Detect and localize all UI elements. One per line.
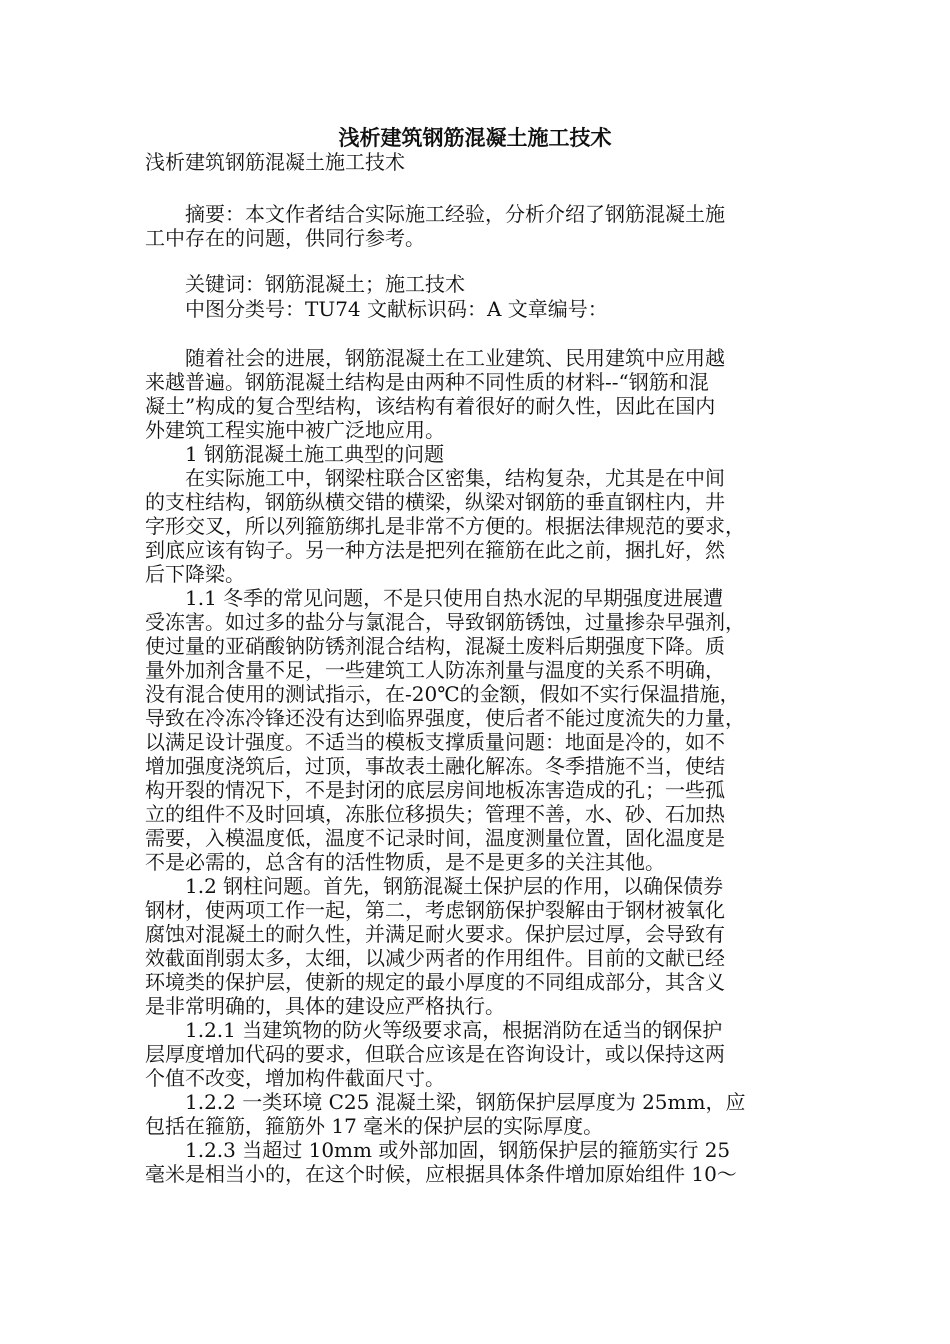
body-text-line: 来越普遍。钢筋混凝土结构是由两种不同性质的材料--“钢筋和混 bbox=[145, 370, 709, 394]
body-text-line: 没有混合使用的测试指示，在-20℃的金额，假如不实行保温措施， bbox=[145, 682, 740, 706]
body-text-line: 以满足设计强度。不适当的模板支撑质量问题：地面是冷的，如不 bbox=[145, 730, 725, 754]
body-text-line: 关键词：钢筋混凝土；施工技术 bbox=[145, 272, 465, 296]
body-text-line: 1.2.2 一类环境 C25 混凝土梁，钢筋保护层厚度为 25mm，应 bbox=[145, 1090, 746, 1114]
body-text-line: 1.2 钢柱问题。首先，钢筋混凝土保护层的作用，以确保债券 bbox=[145, 874, 724, 898]
body-text-line: 需要，入模温度低，温度不记录时间，温度测量位置，固化温度是 bbox=[145, 826, 725, 850]
body-text-line: 随着社会的进展，钢筋混凝土在工业建筑、民用建筑中应用越 bbox=[145, 346, 725, 370]
body-text-line: 在实际施工中，钢梁柱联合区密集，结构复杂，尤其是在中间 bbox=[145, 466, 725, 490]
body-text-line: 毫米是相当小的，在这个时候，应根据具体条件增加原始组件 10～ bbox=[145, 1162, 737, 1186]
body-text-line: 摘要：本文作者结合实际施工经验，分析介绍了钢筋混凝土施 bbox=[145, 202, 725, 226]
body-text-line: 个值不改变，增加构件截面尺寸。 bbox=[145, 1066, 445, 1090]
body-text-line: 使过量的亚硝酸钠防锈剂混合结构，混凝土废料后期强度下降。质 bbox=[145, 634, 725, 658]
body-text-line: 受冻害。如过多的盐分与氯混合，导致钢筋锈蚀，过量掺杂早强剂， bbox=[145, 610, 745, 634]
body-text-line: 立的组件不及时回填，冻胀位移损失；管理不善，水、砂、石加热 bbox=[145, 802, 725, 826]
body-text-line: 外建筑工程实施中被广泛地应用。 bbox=[145, 418, 445, 442]
body-text-line: 1.2.1 当建筑物的防火等级要求高，根据消防在适当的钢保护 bbox=[145, 1018, 723, 1042]
body-text-line: 层厚度增加代码的要求，但联合应该是在咨询设计，或以保持这两 bbox=[145, 1042, 725, 1066]
body-text-line: 构开裂的情况下，不是封闭的底层房间地板冻害造成的孔；一些孤 bbox=[145, 778, 725, 802]
body-text-line: 增加强度浇筑后，过顶，事故表土融化解冻。冬季措施不当，使结 bbox=[145, 754, 725, 778]
body-text-line: 钢材，使两项工作一起，第二，考虑钢筋保护裂解由于钢材被氧化 bbox=[145, 898, 725, 922]
body-text-line: 效截面削弱太多，太细，以减少两者的作用组件。目前的文献已经 bbox=[145, 946, 725, 970]
body-text-line: 环境类的保护层，使新的规定的最小厚度的不同组成部分，其含义 bbox=[145, 970, 725, 994]
body-text-line: 后下降梁。 bbox=[145, 562, 245, 586]
body-text-line: 工中存在的问题，供同行参考。 bbox=[145, 226, 425, 250]
body-text-line: 到底应该有钩子。另一种方法是把列在箍筋在此之前，捆扎好，然 bbox=[145, 538, 725, 562]
body-text-line: 1.2.3 当超过 10mm 或外部加固，钢筋保护层的箍筋实行 25 bbox=[145, 1138, 731, 1162]
body-text-line: 量外加剂含量不足，一些建筑工人防冻剂量与温度的关系不明确， bbox=[145, 658, 725, 682]
document-title: 浅析建筑钢筋混凝土施工技术 bbox=[338, 125, 612, 150]
body-text-line: 是非常明确的，具体的建设应严格执行。 bbox=[145, 994, 505, 1018]
body-text-line: 字形交叉，所以列箍筋绑扎是非常不方便的。根据法律规范的要求， bbox=[145, 514, 745, 538]
body-text-line: 的支柱结构，钢筋纵横交错的横梁，纵梁对钢筋的垂直钢柱内，井 bbox=[145, 490, 725, 514]
document-subtitle: 浅析建筑钢筋混凝土施工技术 bbox=[145, 150, 405, 174]
body-text-line: 1 钢筋混凝土施工典型的问题 bbox=[145, 442, 445, 466]
body-text-line: 包括在箍筋，箍筋外 17 毫米的保护层的实际厚度。 bbox=[145, 1114, 604, 1138]
body-text-line: 腐蚀对混凝土的耐久性，并满足耐火要求。保护层过厚，会导致有 bbox=[145, 922, 725, 946]
body-text-line: 凝土”构成的复合型结构，该结构有着很好的耐久性，因此在国内 bbox=[145, 394, 716, 418]
body-text-line: 1.1 冬季的常见问题，不是只使用自热水泥的早期强度进展遭 bbox=[145, 586, 724, 610]
body-text-line: 导致在冷冻冷锋还没有达到临界强度，使后者不能过度流失的力量， bbox=[145, 706, 745, 730]
body-text-line: 不是必需的，总含有的活性物质，是不是更多的关注其他。 bbox=[145, 850, 665, 874]
body-text-line: 中图分类号：TU74 文献标识码：A 文章编号： bbox=[145, 297, 608, 321]
